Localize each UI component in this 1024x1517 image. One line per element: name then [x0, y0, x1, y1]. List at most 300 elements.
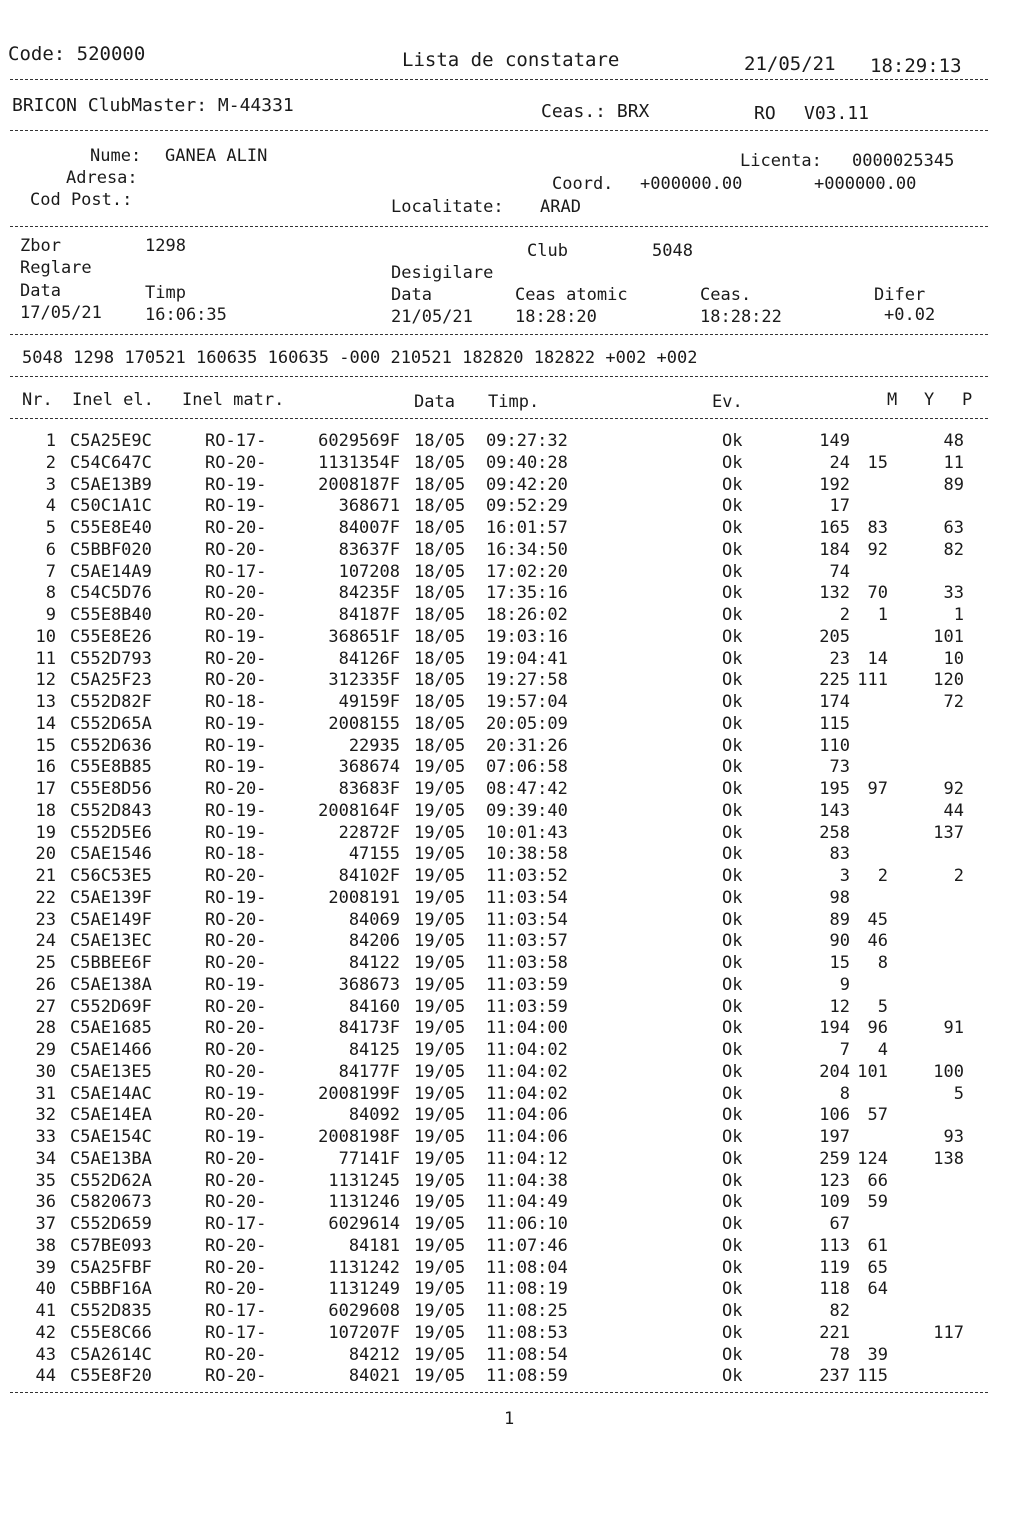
row-nr: 24: [35, 931, 56, 952]
row-event: Ok: [722, 670, 743, 691]
row-m: 106: [819, 1105, 850, 1126]
table-row: [0, 756, 1024, 778]
desig-data: 21/05/21: [391, 307, 473, 327]
print-time: 18:29:13: [870, 55, 962, 77]
table-row: [0, 974, 1024, 996]
table-row: [0, 626, 1024, 648]
col-m: M: [887, 390, 898, 410]
row-date: 18/05: [414, 474, 466, 495]
row-date: 19/05: [414, 757, 466, 778]
row-inel-el: C5AE1685: [70, 1018, 152, 1039]
row-p: 138: [933, 1148, 964, 1169]
col-inel-matr: Inel matr.: [182, 390, 285, 410]
row-inel-prefix: RO-20-: [205, 670, 267, 691]
row-time: 11:08:04: [486, 1257, 568, 1278]
row-time: 19:03:16: [486, 626, 568, 647]
row-inel-el: C552D843: [70, 800, 152, 821]
row-m: 98: [829, 887, 850, 908]
row-inel-prefix: RO-19-: [205, 626, 267, 647]
row-event: Ok: [722, 974, 743, 995]
owner-name: GANEA ALIN: [165, 146, 268, 166]
row-inel-prefix: RO-20-: [205, 1105, 267, 1126]
row-inel-prefix: RO-20-: [205, 1257, 267, 1278]
row-event: Ok: [722, 518, 743, 538]
row-date: 19/05: [414, 1301, 466, 1321]
row-p: 101: [933, 626, 964, 647]
row-nr: 22: [35, 887, 56, 908]
row-date: 19/05: [414, 844, 466, 865]
row-date: 19/05: [414, 1192, 466, 1213]
row-inel-el: C5AE138A: [70, 974, 152, 995]
row-inel-el: C5BBEE6F: [70, 953, 152, 973]
row-m: 225: [819, 670, 850, 691]
difer-label: Difer: [874, 285, 926, 305]
col-inel-el: Inel el.: [72, 390, 154, 410]
row-nr: 25: [35, 953, 56, 973]
ceas-label: Ceas.: [700, 285, 752, 305]
table-row: [0, 1039, 1024, 1061]
row-inel-number: 107207F: [328, 1322, 400, 1343]
row-inel-el: C55E8B85: [70, 757, 152, 778]
row-time: 11:04:49: [486, 1192, 568, 1213]
row-date: 19/05: [414, 1170, 466, 1191]
row-inel-number: 47155: [348, 844, 400, 865]
row-nr: 26: [35, 974, 56, 995]
table-row: [0, 561, 1024, 583]
row-m: 15: [829, 953, 850, 973]
row-p: 44: [943, 800, 964, 821]
col-data: Data: [414, 392, 455, 412]
row-event: Ok: [722, 1061, 743, 1082]
row-inel-number: 49159F: [338, 692, 400, 712]
table-row: [0, 474, 1024, 496]
row-time: 11:03:59: [486, 974, 568, 995]
row-inel-el: C57BE093: [70, 1235, 152, 1256]
row-time: 09:42:20: [486, 474, 568, 495]
row-date: 19/05: [414, 1018, 466, 1039]
row-date: 18/05: [414, 692, 466, 712]
row-inel-number: 83637F: [338, 539, 400, 560]
row-y: 111: [857, 670, 888, 691]
row-m: 67: [829, 1214, 850, 1234]
row-event: Ok: [722, 1040, 743, 1060]
row-event: Ok: [722, 844, 743, 865]
row-nr: 13: [35, 692, 56, 712]
row-event: Ok: [722, 735, 743, 756]
row-date: 19/05: [414, 779, 466, 799]
row-time: 11:08:19: [486, 1279, 568, 1300]
row-event: Ok: [722, 431, 743, 451]
row-inel-number: 6029608: [328, 1301, 400, 1321]
row-inel-el: C55E8E26: [70, 626, 152, 647]
row-nr: 18: [35, 800, 56, 821]
row-y: 97: [867, 779, 888, 799]
row-inel-number: 1131245: [328, 1170, 400, 1191]
row-m: 221: [819, 1322, 850, 1343]
row-p: 48: [943, 431, 964, 451]
row-inel-number: 2008191: [328, 887, 400, 908]
row-inel-prefix: RO-20-: [205, 1148, 267, 1169]
row-event: Ok: [722, 1301, 743, 1321]
row-nr: 30: [35, 1061, 56, 1082]
row-inel-el: C552D65A: [70, 713, 152, 734]
row-inel-number: 1131246: [328, 1192, 400, 1213]
row-nr: 17: [35, 779, 56, 799]
row-time: 11:04:02: [486, 1040, 568, 1060]
row-m: 195: [819, 779, 850, 799]
row-m: 118: [819, 1279, 850, 1300]
table-row: [0, 1300, 1024, 1322]
row-y: 57: [867, 1105, 888, 1126]
row-date: 19/05: [414, 822, 466, 843]
row-time: 17:02:20: [486, 561, 568, 582]
row-inel-number: 22935: [348, 735, 400, 756]
table-row: [0, 952, 1024, 974]
row-inel-el: C552D5E6: [70, 822, 152, 843]
row-inel-el: C54C5D76: [70, 583, 152, 604]
row-nr: 14: [35, 713, 56, 734]
license-number: 0000025345: [852, 151, 955, 171]
row-inel-number: 312335F: [328, 670, 400, 691]
table-row: [0, 1170, 1024, 1192]
reglare-data: 17/05/21: [20, 303, 102, 323]
row-inel-el: C5A25FBF: [70, 1257, 152, 1278]
row-inel-prefix: RO-20-: [205, 1018, 267, 1039]
row-p: 2: [953, 866, 964, 886]
reglare-timp-label: Timp: [145, 283, 186, 303]
row-nr: 15: [35, 735, 56, 756]
row-inel-prefix: RO-20-: [205, 1344, 267, 1365]
row-inel-el: C5AE13BA: [70, 1148, 152, 1169]
table-row: [0, 865, 1024, 887]
row-nr: 28: [35, 1018, 56, 1039]
table-row: [0, 822, 1024, 844]
row-nr: 31: [35, 1083, 56, 1104]
divider: [10, 376, 988, 377]
reglare-data-label: Data: [20, 281, 61, 301]
row-p: 89: [943, 474, 964, 495]
row-event: Ok: [722, 605, 743, 625]
row-inel-el: C5AE154C: [70, 1127, 152, 1147]
code-label: Code: 520000: [8, 43, 146, 65]
row-inel-el: C5AE139F: [70, 887, 152, 908]
row-inel-number: 83683F: [338, 779, 400, 799]
row-event: Ok: [722, 1279, 743, 1300]
row-nr: 16: [35, 757, 56, 778]
row-inel-number: 84092: [348, 1105, 400, 1126]
row-m: 23: [829, 648, 850, 669]
row-date: 19/05: [414, 1344, 466, 1365]
row-inel-prefix: RO-20-: [205, 452, 267, 473]
row-y: 65: [867, 1257, 888, 1278]
table-row: [0, 778, 1024, 800]
row-event: Ok: [722, 866, 743, 886]
row-m: 83: [829, 844, 850, 865]
row-event: Ok: [722, 757, 743, 778]
row-nr: 8: [45, 583, 56, 604]
table-row: [0, 582, 1024, 604]
row-date: 18/05: [414, 605, 466, 625]
row-nr: 40: [35, 1279, 56, 1300]
row-nr: 34: [35, 1148, 56, 1169]
row-inel-prefix: RO-20-: [205, 931, 267, 952]
code-line: 5048 1298 170521 160635 160635 -000 210521 182820 182822 +002 +002: [22, 348, 698, 368]
row-event: Ok: [722, 561, 743, 582]
row-inel-number: 22872F: [338, 822, 400, 843]
row-y: 59: [867, 1192, 888, 1213]
row-date: 19/05: [414, 1061, 466, 1082]
row-inel-el: C55E8C66: [70, 1322, 152, 1343]
row-nr: 1: [45, 431, 56, 451]
row-p: 91: [943, 1018, 964, 1039]
row-date: 18/05: [414, 735, 466, 756]
row-inel-number: 84160: [348, 996, 400, 1017]
row-inel-el: C50C1A1C: [70, 496, 152, 517]
row-m: 205: [819, 626, 850, 647]
row-inel-number: 368651F: [328, 626, 400, 647]
zbor-value: 1298: [145, 236, 186, 256]
row-inel-prefix: RO-20-: [205, 1366, 267, 1387]
device-label: BRICON ClubMaster: M-44331: [12, 95, 294, 116]
row-inel-number: 84122: [348, 953, 400, 973]
row-nr: 20: [35, 844, 56, 865]
country-code: RO: [754, 103, 776, 124]
table-row: [0, 1083, 1024, 1105]
row-inel-number: 2008155: [328, 713, 400, 734]
row-inel-prefix: RO-17-: [205, 1301, 267, 1321]
row-m: 115: [819, 713, 850, 734]
row-inel-el: C5820673: [70, 1192, 152, 1213]
page-number: 1: [504, 1409, 515, 1429]
table-row: [0, 452, 1024, 474]
club-value: 5048: [652, 241, 693, 261]
row-time: 09:27:32: [486, 431, 568, 451]
row-inel-prefix: RO-19-: [205, 887, 267, 908]
row-inel-prefix: RO-20-: [205, 648, 267, 669]
divider: [10, 79, 988, 80]
row-p: 63: [943, 518, 964, 538]
row-date: 18/05: [414, 583, 466, 604]
locality-label: Localitate:: [391, 197, 504, 217]
row-y: 8: [877, 953, 888, 973]
row-m: 24: [829, 452, 850, 473]
divider: [10, 226, 988, 227]
row-date: 19/05: [414, 1083, 466, 1104]
table-row: [0, 1257, 1024, 1279]
row-inel-number: 6029614: [328, 1214, 400, 1234]
row-date: 19/05: [414, 1127, 466, 1147]
row-event: Ok: [722, 496, 743, 517]
row-inel-number: 1131242: [328, 1257, 400, 1278]
row-time: 11:03:54: [486, 887, 568, 908]
row-inel-el: C552D62A: [70, 1170, 152, 1191]
row-inel-prefix: RO-20-: [205, 1279, 267, 1300]
row-date: 19/05: [414, 1040, 466, 1060]
row-inel-number: 368673: [338, 974, 400, 995]
clock-label: Ceas.: BRX: [541, 101, 650, 122]
row-inel-number: 2008164F: [318, 800, 400, 821]
row-event: Ok: [722, 1214, 743, 1234]
row-m: 192: [819, 474, 850, 495]
row-y: 15: [867, 452, 888, 473]
row-time: 11:06:10: [486, 1214, 568, 1234]
row-date: 18/05: [414, 626, 466, 647]
row-nr: 4: [45, 496, 56, 517]
row-event: Ok: [722, 800, 743, 821]
row-date: 19/05: [414, 996, 466, 1017]
row-m: 174: [819, 692, 850, 712]
row-inel-number: 1131249: [328, 1279, 400, 1300]
row-inel-prefix: RO-20-: [205, 539, 267, 560]
row-inel-el: C5A25F23: [70, 670, 152, 691]
row-inel-el: C5AE1466: [70, 1040, 152, 1060]
row-inel-el: C552D793: [70, 648, 152, 669]
row-event: Ok: [722, 1257, 743, 1278]
row-time: 09:52:29: [486, 496, 568, 517]
row-m: 74: [829, 561, 850, 582]
row-date: 19/05: [414, 1279, 466, 1300]
coord-x: +000000.00: [640, 174, 743, 194]
row-time: 10:38:58: [486, 844, 568, 865]
row-nr: 19: [35, 822, 56, 843]
row-time: 09:39:40: [486, 800, 568, 821]
row-y: 45: [867, 909, 888, 930]
row-p: 1: [953, 605, 964, 625]
row-nr: 3: [45, 474, 56, 495]
row-p: 10: [943, 648, 964, 669]
row-event: Ok: [722, 713, 743, 734]
row-m: 89: [829, 909, 850, 930]
row-m: 149: [819, 431, 850, 451]
row-date: 19/05: [414, 1366, 466, 1387]
row-event: Ok: [722, 1366, 743, 1387]
reglare-timp: 16:06:35: [145, 305, 227, 325]
row-inel-prefix: RO-20-: [205, 779, 267, 799]
table-row: [0, 1322, 1024, 1344]
row-y: 14: [867, 648, 888, 669]
row-inel-number: 84021: [348, 1366, 400, 1387]
row-event: Ok: [722, 909, 743, 930]
zbor-label: Zbor: [20, 236, 61, 256]
row-date: 19/05: [414, 866, 466, 886]
row-m: 7: [839, 1040, 850, 1060]
row-inel-el: C55E8D56: [70, 779, 152, 799]
coord-y: +000000.00: [814, 174, 917, 194]
row-inel-number: 368671: [338, 496, 400, 517]
row-inel-prefix: RO-17-: [205, 431, 267, 451]
table-row: [0, 1344, 1024, 1366]
row-nr: 10: [35, 626, 56, 647]
row-nr: 6: [45, 539, 56, 560]
col-nr: Nr.: [22, 390, 53, 410]
row-inel-number: 84069: [348, 909, 400, 930]
row-inel-prefix: RO-19-: [205, 822, 267, 843]
row-inel-prefix: RO-20-: [205, 1061, 267, 1082]
row-p: 92: [943, 779, 964, 799]
row-inel-number: 107208: [338, 561, 400, 582]
table-row: [0, 996, 1024, 1018]
row-inel-number: 84102F: [338, 866, 400, 886]
row-nr: 23: [35, 909, 56, 930]
table-row: [0, 1017, 1024, 1039]
difer-value: +0.02: [884, 305, 936, 325]
row-p: 72: [943, 692, 964, 712]
table-row: [0, 1104, 1024, 1126]
row-inel-el: C5A25E9C: [70, 431, 152, 451]
row-m: 258: [819, 822, 850, 843]
table-row: [0, 517, 1024, 539]
row-p: 137: [933, 822, 964, 843]
row-inel-number: 84126F: [338, 648, 400, 669]
row-y: 124: [857, 1148, 888, 1169]
row-inel-prefix: RO-19-: [205, 735, 267, 756]
row-nr: 35: [35, 1170, 56, 1191]
row-event: Ok: [722, 452, 743, 473]
table-row: [0, 930, 1024, 952]
row-y: 64: [867, 1279, 888, 1300]
row-time: 11:04:02: [486, 1061, 568, 1082]
row-event: Ok: [722, 1235, 743, 1256]
row-event: Ok: [722, 1170, 743, 1191]
row-time: 16:34:50: [486, 539, 568, 560]
row-inel-el: C5AE14AC: [70, 1083, 152, 1104]
divider: [10, 130, 988, 131]
table-row: [0, 1126, 1024, 1148]
row-inel-prefix: RO-20-: [205, 1040, 267, 1060]
row-inel-number: 368674: [338, 757, 400, 778]
row-date: 18/05: [414, 713, 466, 734]
table-row: [0, 800, 1024, 822]
row-m: 82: [829, 1301, 850, 1321]
row-inel-number: 2008199F: [318, 1083, 400, 1104]
row-time: 11:03:57: [486, 931, 568, 952]
row-event: Ok: [722, 626, 743, 647]
row-date: 19/05: [414, 974, 466, 995]
row-nr: 43: [35, 1344, 56, 1365]
row-nr: 12: [35, 670, 56, 691]
row-event: Ok: [722, 996, 743, 1017]
row-date: 18/05: [414, 496, 466, 517]
row-inel-el: C5AE14A9: [70, 561, 152, 582]
row-inel-prefix: RO-20-: [205, 1235, 267, 1256]
row-time: 11:03:54: [486, 909, 568, 930]
row-y: 46: [867, 931, 888, 952]
row-nr: 37: [35, 1214, 56, 1234]
row-y: 61: [867, 1235, 888, 1256]
row-y: 96: [867, 1018, 888, 1039]
row-m: 3: [839, 866, 850, 886]
row-inel-el: C54C647C: [70, 452, 152, 473]
row-event: Ok: [722, 887, 743, 908]
row-m: 123: [819, 1170, 850, 1191]
row-nr: 9: [45, 605, 56, 625]
row-time: 11:08:54: [486, 1344, 568, 1365]
row-event: Ok: [722, 1105, 743, 1126]
col-ev: Ev.: [712, 392, 743, 412]
row-inel-el: C5AE13E5: [70, 1061, 152, 1082]
row-time: 11:03:58: [486, 953, 568, 973]
address-label: Adresa:: [66, 168, 138, 188]
row-inel-number: 84187F: [338, 605, 400, 625]
row-inel-prefix: RO-20-: [205, 953, 267, 973]
row-date: 18/05: [414, 539, 466, 560]
row-time: 20:05:09: [486, 713, 568, 734]
row-date: 19/05: [414, 1148, 466, 1169]
table-row: [0, 713, 1024, 735]
row-m: 119: [819, 1257, 850, 1278]
row-date: 18/05: [414, 670, 466, 691]
row-inel-number: 84181: [348, 1235, 400, 1256]
